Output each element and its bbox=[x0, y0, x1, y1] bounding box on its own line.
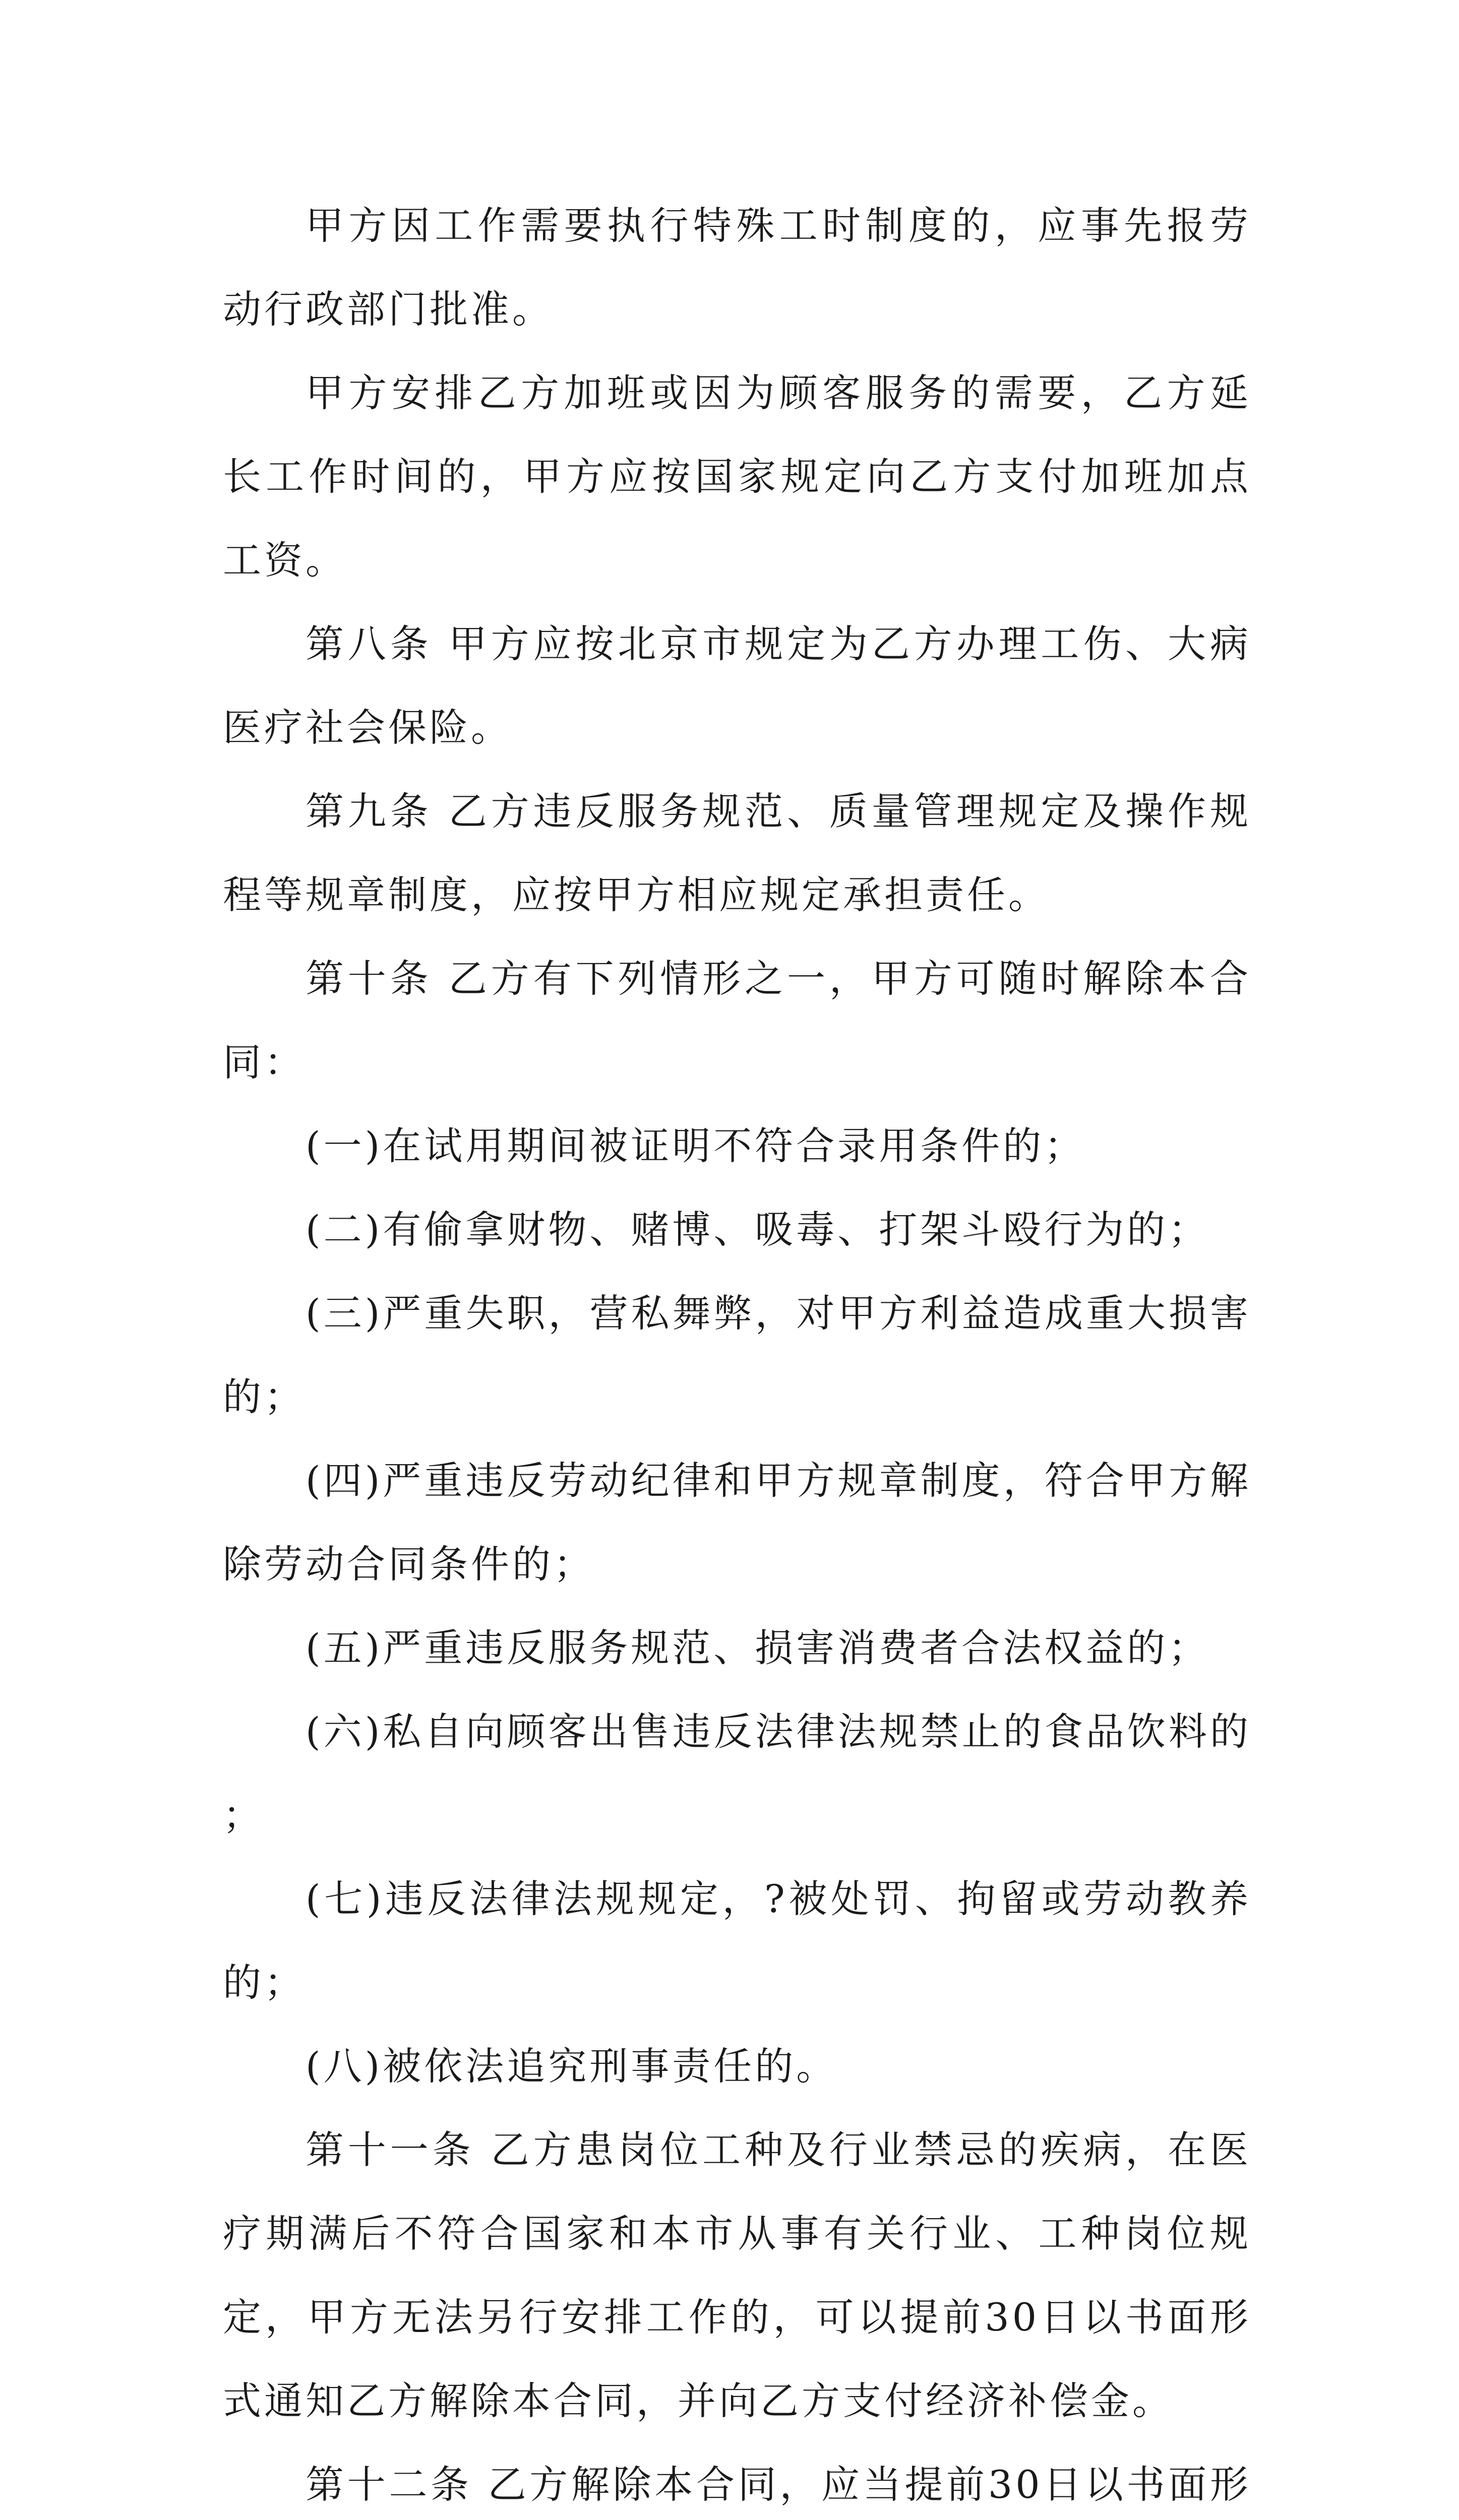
article-12-paragraph: 第十二条 乙方解除本合同，应当提前30日以书面形 bbox=[306, 2462, 1251, 2507]
article-10-paragraph: 第十条 乙方有下列情形之一，甲方可随时解除本合同： bbox=[223, 956, 1251, 1085]
paragraph: 甲方安排乙方加班或因为顾客服务的需要，乙方延长工作时间的，甲方应按国家规定向乙方支付加班加点工资。 bbox=[223, 370, 1251, 583]
contract-body bbox=[223, 184, 1251, 2520]
list-item: (八)被依法追究刑事责任的。 bbox=[306, 2044, 838, 2089]
paragraph: 甲方因工作需要执行特殊工时制度的，应事先报劳动行政部门批准。 bbox=[223, 203, 1251, 332]
article-8-paragraph: 第八条 甲方应按北京市规定为乙方办理工伤、大病医疗社会保险。 bbox=[223, 621, 1251, 750]
article-11-paragraph: 第十一条 乙方患岗位工种及行业禁忌的疾病，在医疗期满后不符合国家和本市从事有关行业、工种岗位规定，甲方无法另行安排工作的，可以提前30日以书面形式通知乙方解除本合同，并向乙方支付经济补偿金。 bbox=[223, 2127, 1251, 2423]
list-item: (六)私自向顾客出售违反法律法规禁止的食品饮料的； bbox=[223, 1709, 1251, 1838]
list-item: (四)严重违反劳动纪律和甲方规章制度，符合甲方解除劳动合同条件的； bbox=[223, 1458, 1251, 1587]
list-item: (一)在试用期间被证明不符合录用条件的； bbox=[306, 1123, 1086, 1168]
list-item: (五)严重违反服务规范、损害消费者合法权益的； bbox=[306, 1625, 1210, 1670]
article-9-paragraph: 第九条 乙方违反服务规范、质量管理规定及操作规程等规章制度，应按甲方相应规定承担责任。 bbox=[223, 789, 1251, 917]
list-item: (二)有偷拿财物、赌博、吸毒、打架斗殴行为的； bbox=[306, 1207, 1210, 1252]
list-item: (三)严重失职，营私舞弊，对甲方利益造成重大损害的； bbox=[223, 1291, 1251, 1419]
list-item: (七)违反法律法规规定，?被处罚、拘留或劳动教养的； bbox=[223, 1876, 1251, 2005]
